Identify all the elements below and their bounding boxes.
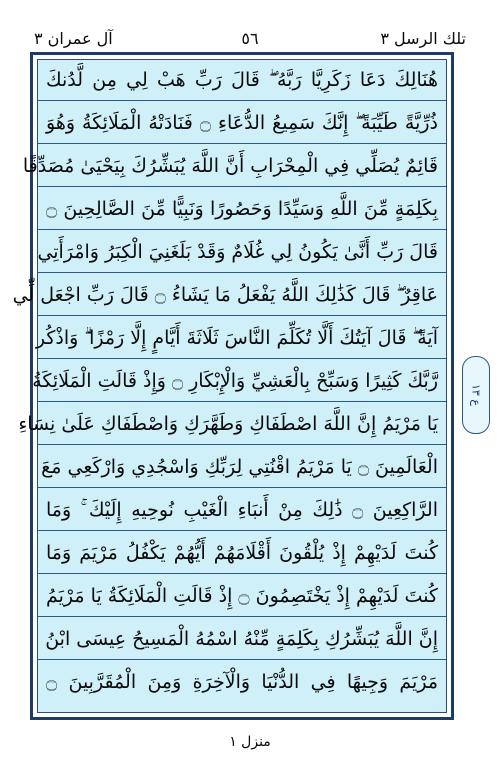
manzil-footer: منزل ١ — [229, 734, 271, 750]
text-line: آيَةً ۖ قَالَ آيَتُكَ أَلَّا تُكَلِّمَ النَّاسَ ثَلَاثَةَ أَيَّامٍ إِلَّا رَمْزًا ۗ وَاذْكُر — [38, 318, 446, 359]
text-line: إِنَّ اللَّهَ يُبَشِّرُكِ بِكَلِمَةٍ مِّنْهُ اسْمُهُ الْمَسِيحُ عِيسَى ابْنُ — [38, 619, 446, 660]
ruku-marker-label: ع ١٣ — [469, 384, 483, 406]
surah-title: آل عمران ٣ — [34, 29, 113, 48]
text-line: عَاقِرٌ ۖ قَالَ كَذَٰلِكَ اللَّهُ يَفْعَلُ مَا يَشَاءُ ۝ قَالَ رَبِّ اجْعَل لِّي — [38, 275, 446, 316]
text-line: كُنتَ لَدَيْهِمْ إِذْ يَخْتَصِمُونَ ۝ إِذْ قَالَتِ الْمَلَائِكَةُ يَا مَرْيَمُ — [38, 576, 446, 617]
page-number: ٥٦ — [241, 29, 259, 48]
text-line: هُنَالِكَ دَعَا زَكَرِيَّا رَبَّهُ ۖ قَالَ رَبِّ هَبْ لِي مِن لَّدُنكَ — [38, 60, 446, 101]
text-line: مَرْيَمَ وَجِيهًا فِي الدُّنْيَا وَالْآخِرَةِ وَمِنَ الْمُقَرَّبِينَ ۝ — [46, 671, 438, 693]
juz-title: تلك الرسل ٣ — [380, 29, 466, 48]
text-line: بِكَلِمَةٍ مِّنَ اللَّهِ وَسَيِّدًا وَحَصُورًا وَنَبِيًّا مِّنَ الصَّالِحِينَ ۝ — [38, 189, 446, 230]
text-line: ذُرِّيَّةً طَيِّبَةً ۖ إِنَّكَ سَمِيعُ الدُّعَاءِ ۝ فَنَادَتْهُ الْمَلَائِكَةُ وَهُوَ — [38, 103, 446, 144]
text-line: قَالَ رَبِّ أَنَّىٰ يَكُونُ لِي غُلَامٌ وَقَدْ بَلَغَنِيَ الْكِبَرُ وَامْرَأَتِي — [38, 232, 446, 273]
text-line: الْعَالَمِينَ ۝ يَا مَرْيَمُ اقْنُتِي لِرَبِّكِ وَاسْجُدِي وَارْكَعِي مَعَ — [38, 447, 446, 488]
text-line: الرَّاكِعِينَ ۝ ذَٰلِكَ مِنْ أَنبَاءِ الْغَيْبِ نُوحِيهِ إِلَيْكَ ۚ وَمَا — [38, 490, 446, 531]
page-frame — [12, 52, 454, 720]
text-line: رَّبَّكَ كَثِيرًا وَسَبِّحْ بِالْعَشِيِّ وَالْإِبْكَارِ ۝ وَإِذْ قَالَتِ الْمَلَائِكَةُ — [38, 361, 446, 402]
text-line: قَائِمٌ يُصَلِّي فِي الْمِحْرَابِ أَنَّ اللَّهَ يُبَشِّرُكَ بِيَحْيَىٰ مُصَدِّقًا — [38, 146, 446, 187]
ruku-marker — [462, 356, 490, 434]
text-line: كُنتَ لَدَيْهِمْ إِذْ يُلْقُونَ أَقْلَامَهُمْ أَيُّهُمْ يَكْفُلُ مَرْيَمَ وَمَا — [38, 533, 446, 574]
page-header — [30, 28, 470, 50]
text-panel — [12, 59, 447, 713]
text-line: يَا مَرْيَمُ إِنَّ اللَّهَ اصْطَفَاكِ وَطَهَّرَكِ وَاصْطَفَاكِ عَلَىٰ نِسَاءِ — [38, 404, 446, 445]
